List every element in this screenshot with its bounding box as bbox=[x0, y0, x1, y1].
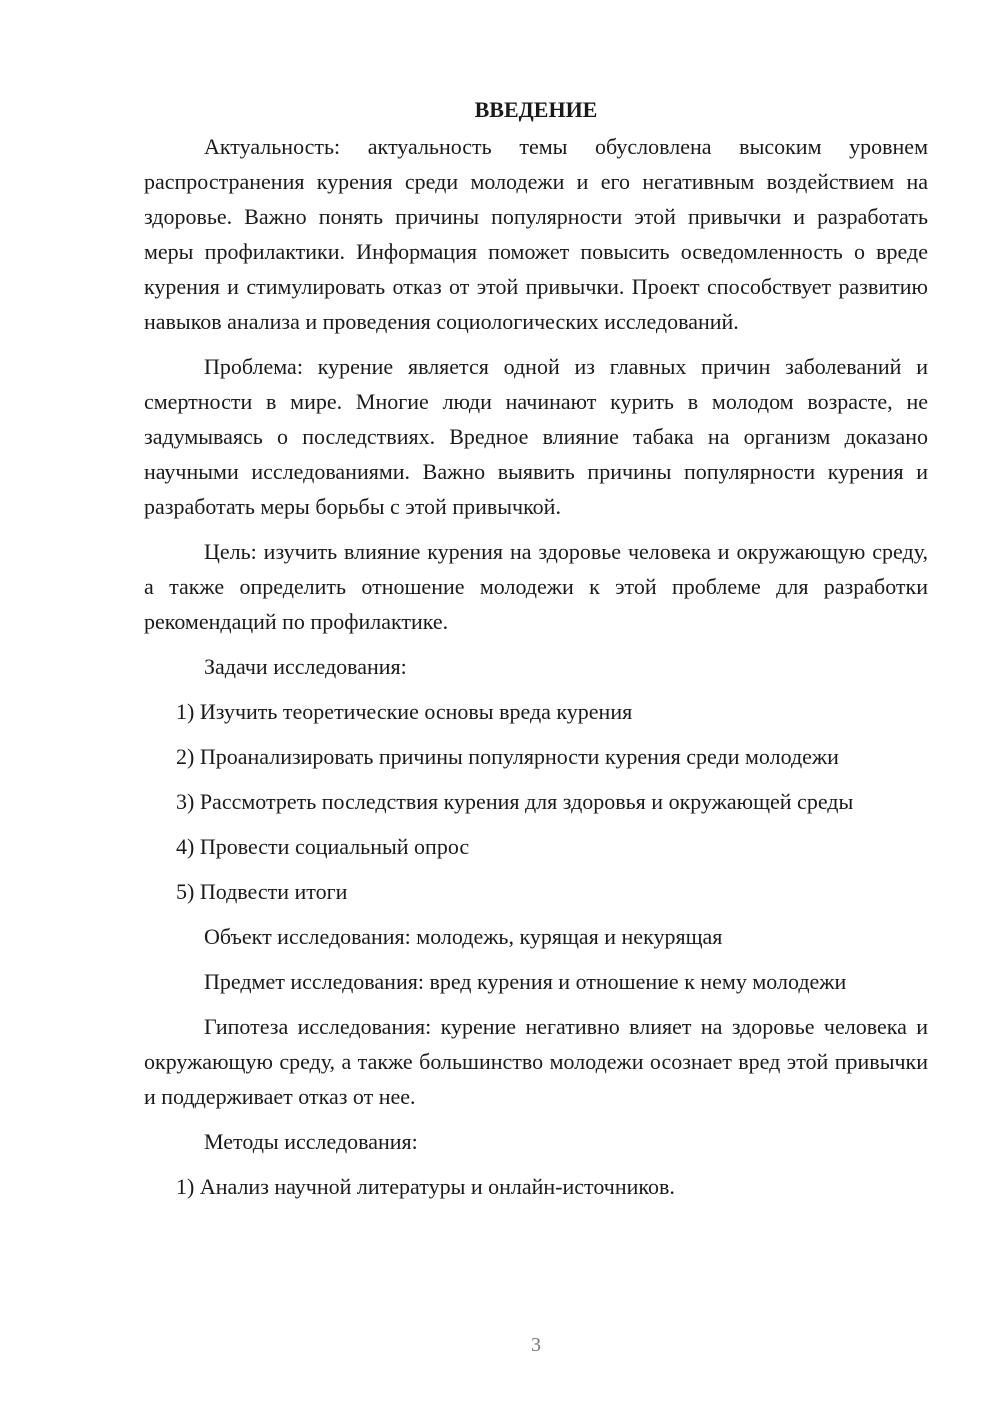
relevance-paragraph: Актуальность: актуальность темы обусловлена высоким уровнем распространения курения среди молодежи и его негативным воздействием на здоровье. Важно понять причины популярности этой привычки и разработать меры профилактики. Информация поможет повысить осведомленность о вреде курения и стимулировать отказ от этой привычки. Проект способствует развитию навыков анализа и проведения социологических исследований. bbox=[144, 134, 928, 334]
object-paragraph: Объект исследования: молодежь, курящая и некурящая bbox=[204, 924, 723, 949]
goal-paragraph: Цель: изучить влияние курения на здоровье человека и окружающую среду, а также определить отношение молодежи к этой проблеме для разработки рекомендаций по профилактике. bbox=[144, 539, 928, 634]
subject-paragraph: Предмет исследования: вред курения и отношение к нему молодежи bbox=[204, 969, 847, 994]
hypothesis-paragraph: Гипотеза исследования: курение негативно влияет на здоровье человека и окружающую среду, а также большинство молодежи осознает вред этой привычки и поддерживает отказ от нее. bbox=[144, 1014, 928, 1109]
task-item-1: 1) Изучить теоретические основы вреда курения bbox=[176, 699, 633, 724]
method-item-1: 1) Анализ научной литературы и онлайн-источников. bbox=[176, 1174, 675, 1199]
task-item-2: 2) Проанализировать причины популярности курения среди молодежи bbox=[176, 744, 839, 769]
task-item-5: 5) Подвести итоги bbox=[176, 879, 348, 904]
task-item-4: 4) Провести социальный опрос bbox=[176, 834, 470, 859]
document-page bbox=[144, 92, 928, 1214]
task-item-3: 3) Рассмотреть последствия курения для здоровья и окружающей среды bbox=[176, 789, 854, 814]
section-heading: ВВЕДЕНИЕ bbox=[474, 97, 598, 122]
problem-paragraph: Проблема: курение является одной из главных причин заболеваний и смертности в мире. Многие люди начинают курить в молодом возрасте, не задумываясь о последствиях. Вредное влияние табака на организм доказано научными исследованиями. Важно выявить причины популярности курения и разработать меры борьбы с этой привычкой. bbox=[144, 354, 928, 519]
tasks-title: Задачи исследования: bbox=[204, 654, 407, 679]
page-number: 3 bbox=[531, 1334, 541, 1356]
methods-title: Методы исследования: bbox=[204, 1129, 418, 1154]
